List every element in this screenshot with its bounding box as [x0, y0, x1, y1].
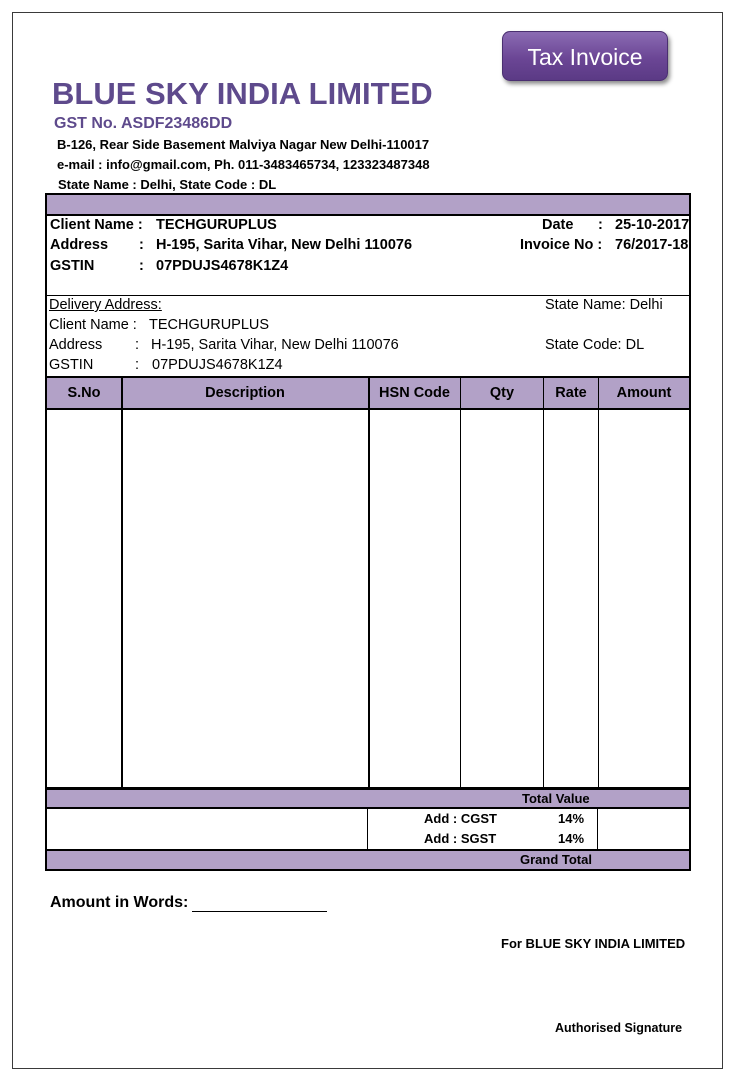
client-address: H-195, Sarita Vihar, New Delhi 110076 [156, 237, 413, 253]
amount-in-words-label: Amount in Words: [50, 894, 189, 911]
total-value-label: Total Value [522, 791, 590, 806]
amount-in-words-line [192, 911, 327, 912]
column-divider [543, 378, 544, 787]
cgst-rate: 14% [558, 811, 585, 826]
invoice-number: 76/2017-18 [615, 237, 689, 253]
delivery-name-label: Client Name : [49, 317, 137, 333]
column-amount: Amount [616, 385, 672, 401]
grand-total-band [45, 849, 691, 871]
delivery-name: TECHGURUPLUS [149, 317, 270, 333]
tax-divider [597, 808, 598, 850]
column-qty: Qty [489, 385, 515, 401]
header-band [45, 193, 691, 216]
company-address: B-126, Rear Side Basement Malviya Nagar New Delhi-110017 [57, 137, 430, 152]
column-description: Description [205, 385, 285, 401]
column-divider [121, 378, 123, 787]
delivery-address-label: Address [49, 337, 103, 353]
client-gstin-label: GSTIN [50, 258, 95, 274]
cgst-label-text: Add : CGST [424, 811, 497, 826]
delivery-address-colon: : [135, 337, 140, 353]
column-sno: S.No [67, 385, 101, 401]
client-gstin-colon: : [139, 258, 144, 274]
invoice-number-label: Invoice No : [520, 237, 603, 253]
delivery-state-name: State Name: Delhi [545, 297, 663, 313]
tax-divider [367, 808, 368, 850]
authorised-signature: Authorised Signature [555, 1021, 683, 1035]
total-value-band [45, 788, 691, 809]
delivery-gstin-colon: : [135, 357, 140, 373]
delivery-address: H-195, Sarita Vihar, New Delhi 110076 [151, 337, 399, 353]
tax-box [45, 808, 691, 850]
delivery-heading: Delivery Address: [49, 297, 162, 313]
column-divider [598, 378, 599, 787]
client-name: TECHGURUPLUS [156, 217, 277, 233]
delivery-gstin: 07PDUJS4678K1Z4 [152, 357, 283, 373]
grand-total-label: Grand Total [520, 852, 592, 867]
company-state: State Name : Delhi, State Code : DL [58, 177, 277, 192]
column-divider [460, 378, 461, 787]
column-rate: Rate [555, 385, 587, 401]
company-name: BLUE SKY INDIA LIMITED [52, 76, 433, 111]
company-contact: e-mail : info@gmail.com, Ph. 011-3483465734, 123323487348 [57, 157, 430, 172]
date-colon: : [598, 217, 603, 233]
delivery-gstin-label: GSTIN [49, 357, 94, 373]
items-table [45, 376, 691, 789]
for-company: For BLUE SKY INDIA LIMITED [501, 936, 686, 951]
cgst-label [424, 811, 497, 826]
client-name-label: Client Name : [50, 217, 143, 233]
delivery-state-code: State Code: DL [545, 337, 645, 353]
client-address-colon: : [139, 237, 144, 253]
column-hsn-code: HSN Code [379, 385, 450, 401]
sgst-rate: 14% [558, 831, 585, 846]
client-address-label: Address [50, 237, 109, 253]
invoice-date: 25-10-2017 [615, 217, 690, 233]
sgst-label: Add : SGST [424, 831, 497, 846]
tax-invoice-badge: Tax Invoice [502, 31, 668, 81]
date-label: Date [542, 217, 574, 233]
client-gstin: 07PDUJS4678K1Z4 [156, 258, 289, 274]
company-gst: GST No. ASDF23486DD [54, 115, 233, 132]
column-divider [368, 378, 370, 787]
